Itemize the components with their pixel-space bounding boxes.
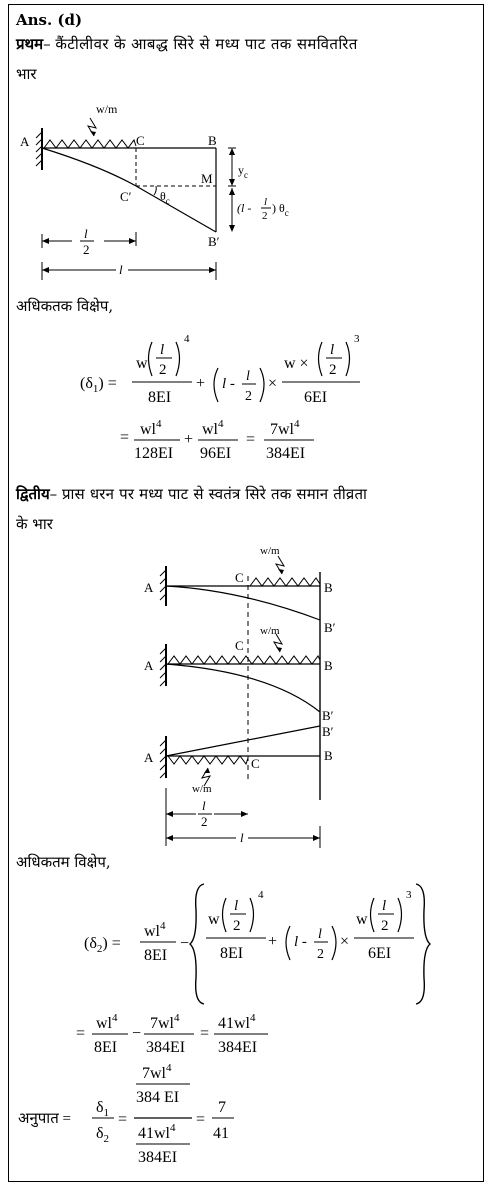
eq2-lhs: $(\delta_2)$ =: [84, 935, 121, 955]
label-B: B: [208, 133, 217, 148]
defl-end: ) $\theta_c$: [272, 201, 289, 218]
equation-1: [0, 330, 497, 460]
eq1-l3: l: [330, 342, 335, 358]
eq1-p3: 3: [354, 333, 360, 345]
d2-A2: A: [144, 658, 154, 673]
eq2-w1: w: [208, 911, 220, 928]
eq2-two2: 2: [317, 947, 324, 962]
eq2-l-minus: l -: [294, 934, 307, 950]
eq1-two3: 2: [329, 362, 337, 378]
first-label: प्रथम: [16, 35, 44, 53]
eq2b-t2n: $7wl^4$: [150, 1012, 180, 1032]
ratio-d2: $\delta_2$: [96, 1125, 110, 1145]
d2-B1: B: [324, 580, 333, 595]
eq1b-eq: =: [120, 429, 130, 446]
eq2-den2: 6EI: [368, 945, 392, 962]
label-theta: $\theta_c$: [160, 189, 170, 206]
eq2-den1: 8EI: [220, 945, 244, 962]
d2-B2: B: [324, 658, 333, 673]
d2-load2: w/m: [260, 625, 280, 637]
second-text-1: प्रास धरन पर मध्य पाट से स्वतंत्र सिरे तक समान तीव्रता: [61, 485, 368, 503]
eq1b-t1d: 128EI: [134, 445, 174, 460]
eq2b-t1n: $wl^4$: [96, 1012, 118, 1032]
eq1-l-minus: l -: [222, 376, 235, 392]
d2-C2: C: [235, 638, 244, 653]
ratio-d1: $\delta_1$: [96, 1099, 110, 1119]
first-dash: –: [43, 35, 51, 53]
max-deflection-1: अधिकतक विक्षेप,: [16, 297, 114, 315]
eq1b-t1n: $wl^4$: [140, 418, 162, 438]
d2-load1: w/m: [260, 545, 280, 557]
eq2-plus: +: [268, 933, 278, 950]
span-label: l: [119, 262, 123, 277]
eq2b-eq: =: [76, 1025, 86, 1042]
eq1b-t2d: 96EI: [200, 445, 232, 460]
eq1b-eq2: =: [246, 431, 256, 448]
d2-half-den: 2: [201, 814, 208, 829]
load-label: w/m: [96, 102, 118, 116]
halfspan-num: l: [84, 226, 88, 241]
eq2-times: ×: [340, 933, 350, 950]
ratio-n1: $7wl^4$: [142, 1062, 172, 1082]
eq1b-t3n: $7wl^4$: [270, 418, 300, 438]
label-C: C: [136, 133, 145, 148]
d2-A1: A: [144, 580, 154, 595]
label-yc: $y_c$: [238, 163, 248, 180]
eq1-wx: w ×: [284, 355, 309, 372]
ratio-eq2: =: [196, 1111, 206, 1128]
eq2-minus: −: [180, 935, 190, 952]
eq1b-plus: +: [184, 431, 194, 448]
d2-Bp1: B′: [324, 620, 336, 635]
d2-C1: C: [235, 570, 244, 585]
d2-A3: A: [144, 750, 154, 765]
eq1b-t3d: 384EI: [266, 445, 306, 460]
eq2-two1: 2: [233, 918, 241, 934]
eq1-den2: 6EI: [304, 389, 328, 406]
label-M: M: [201, 171, 213, 186]
first-text-2: भार: [16, 65, 37, 83]
label-deflection: (l -: [237, 201, 252, 215]
eq2b-t3n: $41wl^4$: [218, 1012, 256, 1032]
eq1-w1: w: [136, 355, 148, 372]
eq1-two2: 2: [245, 389, 252, 404]
eq2b-minus: −: [132, 1025, 142, 1042]
cantilever-diagram-1: [0, 0, 497, 300]
label-A: A: [20, 134, 30, 149]
d2-load3: w/m: [192, 783, 212, 795]
second-text-2: के भार: [16, 515, 53, 533]
eq2-l2: l: [318, 927, 322, 942]
eq1-p4: 4: [184, 333, 190, 345]
second-case-line1: [16, 484, 367, 504]
d2-C3: C: [251, 756, 260, 771]
eq1-l2: l: [246, 369, 250, 384]
label-C-prime: C′: [120, 189, 132, 204]
ratio-eq: =: [118, 1111, 128, 1128]
defl-num: l: [264, 196, 268, 208]
d2-B3: B: [324, 748, 333, 763]
eq1-l1: l: [160, 342, 165, 358]
answer-label: Ans. (d): [16, 11, 83, 29]
second-label: द्वितीय: [16, 485, 50, 503]
eq2b-t2d: 384EI: [146, 1039, 186, 1056]
eq2-t1n: $wl^4$: [144, 920, 166, 940]
defl-den: 2: [262, 210, 268, 222]
eq1-den1: 8EI: [148, 389, 172, 406]
eq1-two1: 2: [159, 362, 167, 378]
eq2-p4: 4: [258, 889, 264, 901]
eq2-p3: 3: [406, 889, 412, 901]
eq2b-t1d: 8EI: [94, 1039, 118, 1056]
eq1b-t2n: $wl^4$: [202, 418, 224, 438]
d2-Bp3: B′: [322, 724, 334, 739]
d2-half-num: l: [202, 798, 206, 813]
eq2-two3: 2: [381, 918, 389, 934]
eq2-w2: w: [356, 911, 368, 928]
max-deflection-2: अधिकतम विक्षेप,: [16, 853, 111, 871]
equation-2: [0, 880, 497, 1180]
ratio-n2: $41wl^4$: [138, 1122, 176, 1142]
eq2b-t3d: 384EI: [218, 1039, 258, 1056]
eq2-l1: l: [234, 898, 239, 914]
eq1-times: ×: [268, 375, 278, 392]
ratio-n2d: 384EI: [138, 1149, 178, 1166]
ratio-rd: 41: [213, 1125, 229, 1142]
d2-Bp2: B′: [322, 708, 334, 723]
eq2b-eq2: =: [200, 1025, 210, 1042]
ratio-label: अनुपात =: [18, 1111, 71, 1127]
eq1-lhs: $(\delta_1)$ =: [80, 375, 117, 395]
second-dash: –: [49, 485, 58, 503]
d2-span: l: [240, 830, 244, 845]
eq2-l3: l: [382, 898, 387, 914]
eq2-t1d: 8EI: [144, 947, 168, 964]
first-text-1: कैंटीलीवर के आबद्ध सिरे से मध्य पाट तक समवितरित: [55, 35, 358, 53]
ratio-n1d: 384 EI: [136, 1089, 180, 1106]
ratio-rn: 7: [218, 1099, 226, 1116]
label-B-prime: B′: [208, 234, 220, 249]
halfspan-den: 2: [83, 242, 90, 257]
propped-beam-diagrams: [0, 536, 497, 856]
eq1-plus: +: [196, 375, 206, 392]
